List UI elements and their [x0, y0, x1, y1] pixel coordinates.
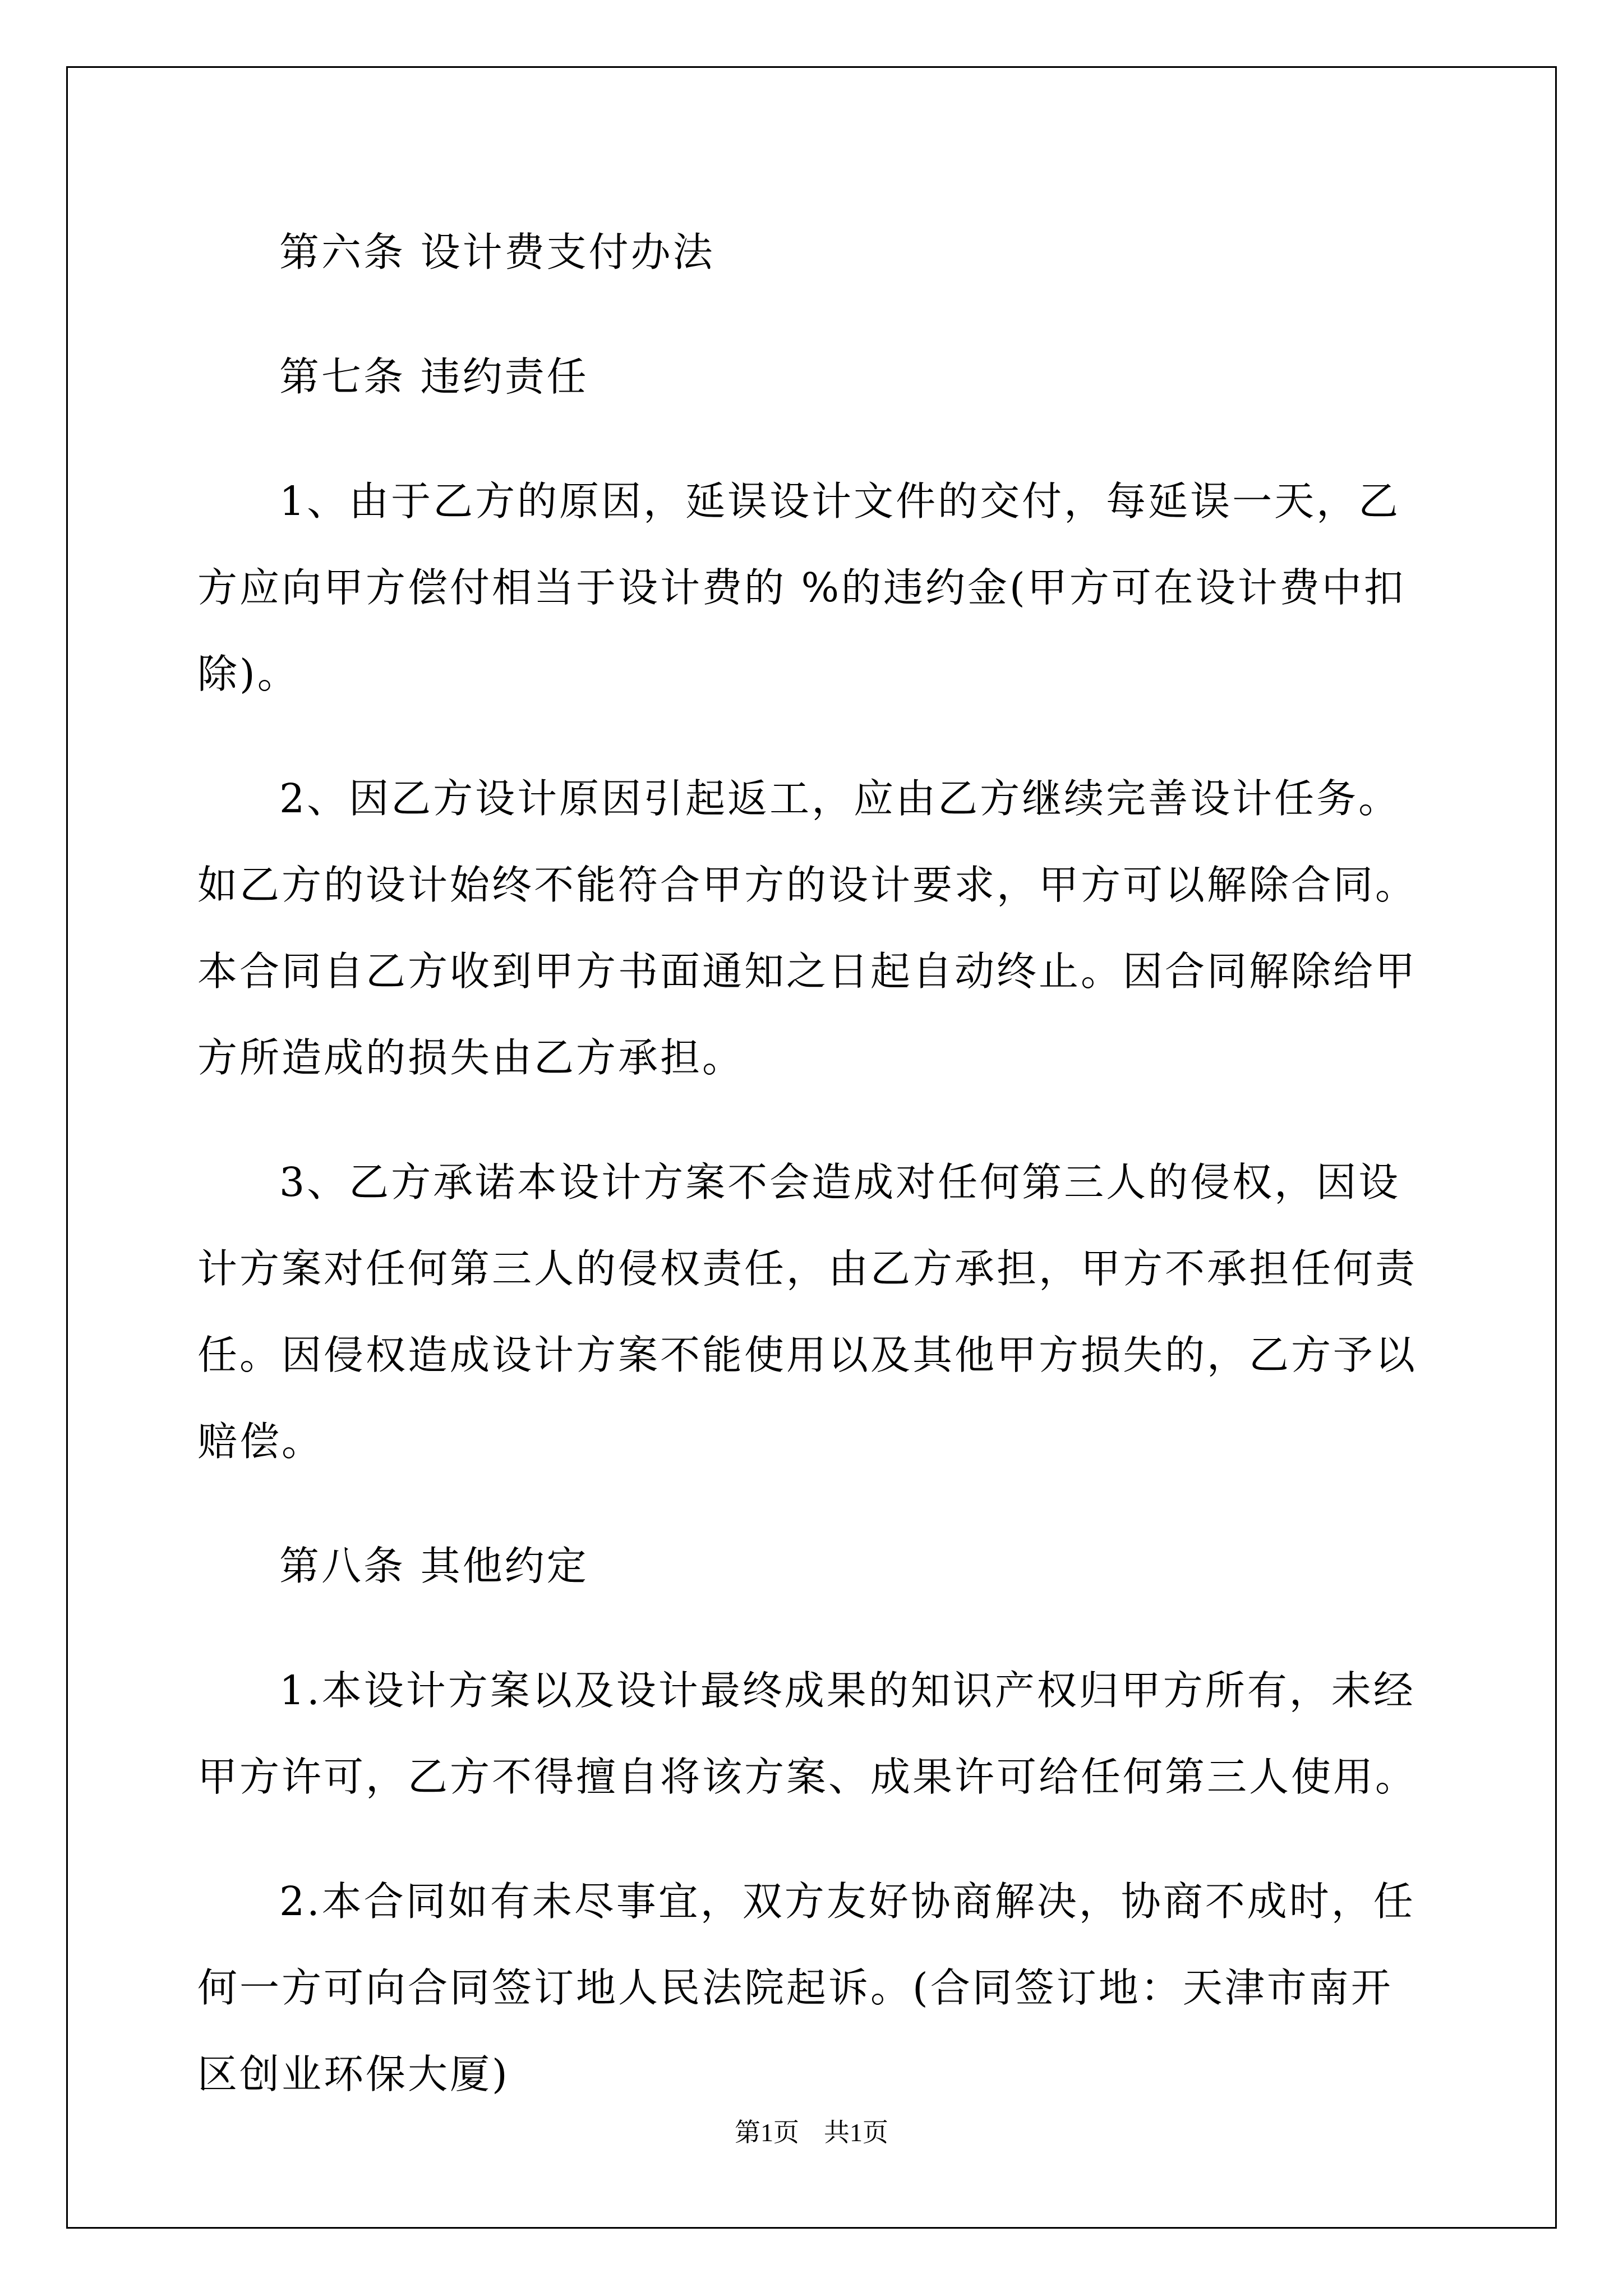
article-7-heading: 第七条 违约责任 — [279, 353, 589, 400]
article-7-clause-1: 1、由于乙方的原因，延误设计文件的交付，每延误一天，乙方应向甲方偿付相当于设计费的 %的违约金(甲方可在设计费中扣除)。 — [197, 478, 1406, 697]
document-body — [197, 209, 1426, 2118]
article-7-clause-3: 3、乙方承诺本设计方案不会造成对任何第三人的侵权，因设计方案对任何第三人的侵权责任，由乙方承担，甲方不承担任何责任。因侵权造成设计方案不能使用以及其他甲方损失的，乙方予以赔偿。 — [197, 1159, 1418, 1465]
article-8-clause-2: 2.本合同如有未尽事宜，双方友好协商解决，协商不成时，任何一方可向合同签订地人民法院起诉。(合同签订地：天津市南开区创业环保大厦) — [197, 1878, 1415, 2097]
page-count: 共1页 — [824, 2118, 888, 2147]
article-6-heading: 第六条 设计费支付办法 — [279, 229, 715, 275]
page-number: 第1页 — [735, 2118, 799, 2147]
article-8-clause-1: 1.本设计方案以及设计最终成果的知识产权归甲方所有，未经甲方许可，乙方不得擅自将该方案、成果许可给任何第三人使用。 — [197, 1667, 1418, 1800]
article-8-heading: 第八条 其他约定 — [279, 1543, 589, 1589]
page-footer — [0, 2116, 1623, 2150]
article-7-clause-2: 2、因乙方设计原因引起返工，应由乙方继续完善设计任务。如乙方的设计始终不能符合甲方的设计要求，甲方可以解除合同。本合同自乙方收到甲方书面通知之日起自动终止。因合同解除给甲方所造成的损失由乙方承担。 — [197, 775, 1418, 1081]
